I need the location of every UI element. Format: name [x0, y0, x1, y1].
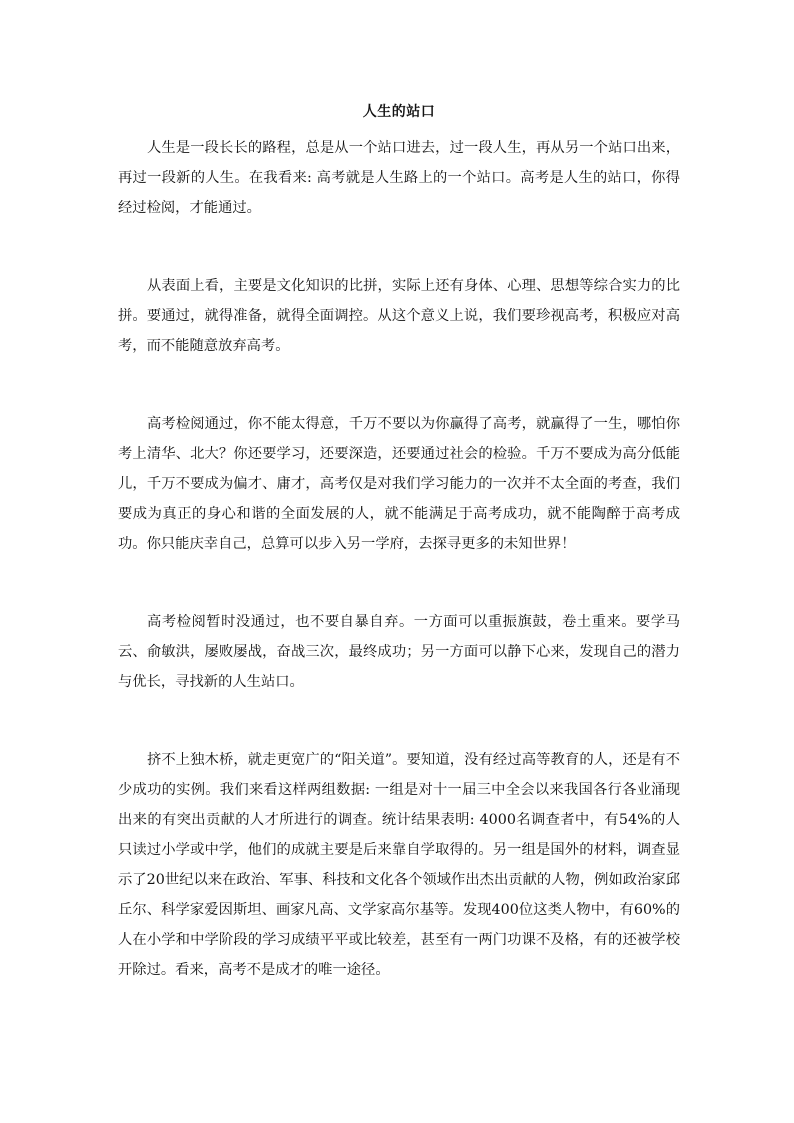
- paragraph-5: 挤不上独木桥，就走更宽广的“阳关道”。要知道，没有经过高等教育的人，还是有不少成功的实例。我们来看这样两组数据: 一组是对十一届三中全会以来我国各行各业涌现出来的有突出贡献的人才所进行的调查。统计结果表明: 4000名调查者中，有54%的人只读过小学或中学，他们的成就主要是后来靠自学取得的。另一组是国外的材料，调查显示了20世纪以来在政治、军事、科技和文化各个领域作出杰出贡献的人物，例如政治家邱丘尔、科学家爱因斯坦、画家凡高、文学家高尔基等。发现400位这类人物中，有60%的人在小学和中学阶段的学习成绩平平或比较差，甚至有一两门功课不及格，有的还被学校开除过。看来，高考不是成才的唯一途径。: [118, 752, 680, 978]
- document-title: 人生的站口: [362, 104, 436, 120]
- paragraph-3: 高考检阅通过，你不能太得意，千万不要以为你赢得了高考，就赢得了一生，哪怕你考上清华、北大？你还要学习，还要深造，还要通过社会的检验。千万不要成为高分低能儿，千万不要成为偏才、庸才，高考仅是对我们学习能力的一次并不太全面的考查，我们要成为真正的身心和谐的全面发展的人，就不能满足于高考成功，就不能陶醉于高考成功。你只能庆幸自己，总算可以步入另一学府，去探寻更多的未知世界！: [118, 416, 680, 552]
- document-page: [118, 102, 680, 985]
- paragraph-4: 高考检阅暂时没通过，也不要自暴自弃。一方面可以重振旗鼓，卷土重来。要学马云、俞敏洪，屡败屡战，奋战三次，最终成功；另一方面可以静下心来，发现自己的潜力与优长，寻找新的人生站口。: [118, 614, 680, 690]
- paragraph-1: 人生是一段长长的路程，总是从一个站口进去，过一段人生，再从另一个站口出来，再过一段新的人生。在我看来: 高考就是人生路上的一个站口。高考是人生的站口，你得经过检阅，才能通过。: [118, 140, 680, 216]
- paragraph-2: 从表面上看，主要是文化知识的比拼，实际上还有身体、心理、思想等综合实力的比拼。要通过，就得准备，就得全面调控。从这个意义上说，我们要珍视高考，积极应对高考，而不能随意放弃高考。: [118, 278, 680, 354]
